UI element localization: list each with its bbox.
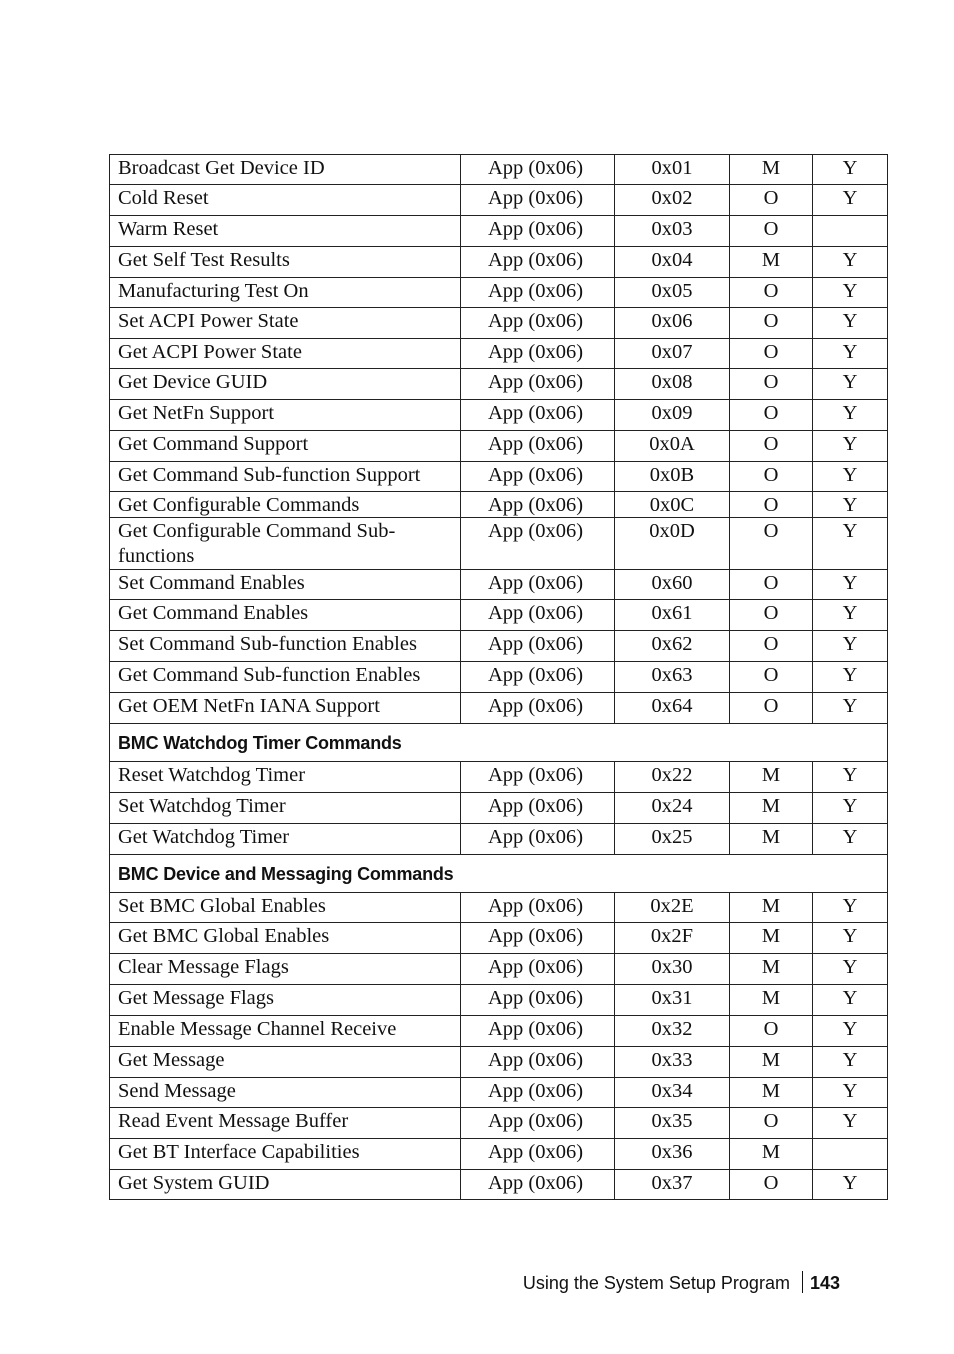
command-name-cell: Get Command Enables [110,600,461,631]
netfn-cell: App (0x06) [461,570,615,600]
netfn-cell: App (0x06) [461,1078,615,1108]
requirement-cell: O [730,431,813,462]
command-name-cell: Get Self Test Results [110,247,461,278]
netfn-cell: App (0x06) [461,793,615,824]
command-name-cell: Get Message Flags [110,985,461,1016]
requirement-cell: M [730,1078,813,1108]
section-header-row [110,724,888,762]
netfn-cell: App (0x06) [461,1170,615,1200]
support-cell [813,1139,888,1170]
command-code-cell: 0x36 [615,1139,730,1170]
requirement-cell: M [730,793,813,824]
command-name-cell: Get Device GUID [110,369,461,400]
requirement-cell: O [730,1108,813,1139]
command-code-cell: 0x35 [615,1108,730,1139]
requirement-cell: O [730,693,813,724]
requirement-cell: O [730,369,813,400]
table-row [110,923,888,954]
command-name-cell: Set Command Enables [110,570,461,600]
requirement-cell: O [730,216,813,247]
command-name-cell: Send Message [110,1078,461,1108]
support-cell: Y [813,824,888,855]
table-row [110,400,888,431]
command-name-cell: Set Command Sub-function Enables [110,631,461,662]
command-table-body [110,155,888,1200]
table-row [110,893,888,923]
command-name-cell: Reset Watchdog Timer [110,762,461,793]
command-name-cell: Set BMC Global Enables [110,893,461,923]
command-code-cell: 0x30 [615,954,730,985]
netfn-cell: App (0x06) [461,400,615,431]
table-row [110,185,888,216]
command-name-cell: Warm Reset [110,216,461,247]
command-name-cell: Get BT Interface Capabilities [110,1139,461,1170]
requirement-cell: O [730,1170,813,1200]
netfn-cell: App (0x06) [461,518,615,570]
footer-chapter-title: Using the System Setup Program [522,1273,790,1293]
support-cell: Y [813,1016,888,1047]
table-row [110,247,888,278]
requirement-cell: O [730,1016,813,1047]
requirement-cell: O [730,278,813,308]
support-cell: Y [813,369,888,400]
support-cell: Y [813,1047,888,1078]
command-code-cell: 0x24 [615,793,730,824]
command-code-cell: 0x0B [615,462,730,492]
requirement-cell: M [730,247,813,278]
support-cell: Y [813,308,888,339]
table-row [110,824,888,855]
command-name-cell: Clear Message Flags [110,954,461,985]
command-code-cell: 0x2E [615,893,730,923]
support-cell: Y [813,893,888,923]
support-cell [813,216,888,247]
command-name-cell: Get Command Sub-function Support [110,462,461,492]
table-row [110,662,888,693]
netfn-cell: App (0x06) [461,339,615,369]
command-code-cell: 0x02 [615,185,730,216]
support-cell: Y [813,518,888,570]
command-code-cell: 0x0D [615,518,730,570]
table-row [110,793,888,824]
requirement-cell: O [730,570,813,600]
netfn-cell: App (0x06) [461,431,615,462]
table-row [110,155,888,185]
support-cell: Y [813,570,888,600]
command-name-cell: Get OEM NetFn IANA Support [110,693,461,724]
table-row [110,308,888,339]
netfn-cell: App (0x06) [461,1139,615,1170]
requirement-cell: M [730,824,813,855]
support-cell: Y [813,1078,888,1108]
table-row [110,492,888,518]
command-code-cell: 0x60 [615,570,730,600]
command-code-cell: 0x06 [615,308,730,339]
netfn-cell: App (0x06) [461,462,615,492]
page-number: 143 [809,1273,840,1293]
table-row [110,1108,888,1139]
netfn-cell: App (0x06) [461,247,615,278]
requirement-cell: M [730,954,813,985]
command-code-cell: 0x32 [615,1016,730,1047]
requirement-cell: O [730,600,813,631]
support-cell: Y [813,954,888,985]
netfn-cell: App (0x06) [461,762,615,793]
netfn-cell: App (0x06) [461,923,615,954]
requirement-cell: M [730,923,813,954]
command-name-cell: Get Configurable Commands [110,492,461,518]
command-code-cell: 0x63 [615,662,730,693]
netfn-cell: App (0x06) [461,1016,615,1047]
command-code-cell: 0x0C [615,492,730,518]
command-code-cell: 0x64 [615,693,730,724]
section-header-row [110,855,888,893]
support-cell: Y [813,185,888,216]
netfn-cell: App (0x06) [461,985,615,1016]
command-code-cell: 0x2F [615,923,730,954]
netfn-cell: App (0x06) [461,662,615,693]
support-cell: Y [813,278,888,308]
requirement-cell: M [730,985,813,1016]
command-code-cell: 0x03 [615,216,730,247]
table-row [110,1016,888,1047]
requirement-cell: O [730,492,813,518]
table-row [110,1139,888,1170]
command-name-cell: Get Watchdog Timer [110,824,461,855]
requirement-cell: O [730,400,813,431]
netfn-cell: App (0x06) [461,369,615,400]
support-cell: Y [813,1108,888,1139]
netfn-cell: App (0x06) [461,1047,615,1078]
command-code-cell: 0x62 [615,631,730,662]
netfn-cell: App (0x06) [461,155,615,185]
requirement-cell: M [730,893,813,923]
command-code-cell: 0x61 [615,600,730,631]
support-cell: Y [813,662,888,693]
support-cell: Y [813,462,888,492]
support-cell: Y [813,155,888,185]
command-name-cell: Get BMC Global Enables [110,923,461,954]
support-cell: Y [813,600,888,631]
command-code-cell: 0x34 [615,1078,730,1108]
netfn-cell: App (0x06) [461,693,615,724]
command-name-cell: Cold Reset [110,185,461,216]
command-code-cell: 0x07 [615,339,730,369]
support-cell: Y [813,793,888,824]
command-name-cell: Read Event Message Buffer [110,1108,461,1139]
support-cell: Y [813,762,888,793]
netfn-cell: App (0x06) [461,824,615,855]
netfn-cell: App (0x06) [461,600,615,631]
table-row [110,431,888,462]
requirement-cell: O [730,339,813,369]
table-row [110,1047,888,1078]
table-row [110,216,888,247]
table-row [110,693,888,724]
command-name-cell: Get Message [110,1047,461,1078]
table-row [110,462,888,492]
command-code-cell: 0x22 [615,762,730,793]
command-name-cell: Get Configurable Command Sub-functions [110,518,461,570]
support-cell: Y [813,400,888,431]
support-cell: Y [813,1170,888,1200]
requirement-cell: O [730,631,813,662]
command-code-cell: 0x09 [615,400,730,431]
netfn-cell: App (0x06) [461,308,615,339]
command-table [109,154,888,1200]
command-code-cell: 0x01 [615,155,730,185]
command-name-cell: Manufacturing Test On [110,278,461,308]
table-row [110,278,888,308]
support-cell: Y [813,631,888,662]
table-row [110,631,888,662]
requirement-cell: O [730,662,813,693]
support-cell: Y [813,247,888,278]
table-row [110,1078,888,1108]
command-code-cell: 0x37 [615,1170,730,1200]
command-name-cell: Broadcast Get Device ID [110,155,461,185]
command-code-cell: 0x04 [615,247,730,278]
command-code-cell: 0x25 [615,824,730,855]
requirement-cell: O [730,308,813,339]
netfn-cell: App (0x06) [461,185,615,216]
support-cell: Y [813,492,888,518]
requirement-cell: O [730,518,813,570]
table-row [110,369,888,400]
requirement-cell: O [730,185,813,216]
section-title: BMC Watchdog Timer Commands [110,724,888,762]
requirement-cell: M [730,155,813,185]
netfn-cell: App (0x06) [461,278,615,308]
command-code-cell: 0x31 [615,985,730,1016]
table-row [110,762,888,793]
requirement-cell: M [730,762,813,793]
table-row [110,339,888,369]
command-name-cell: Set Watchdog Timer [110,793,461,824]
command-name-cell: Enable Message Channel Receive [110,1016,461,1047]
requirement-cell: M [730,1139,813,1170]
table-row [110,954,888,985]
command-code-cell: 0x0A [615,431,730,462]
command-name-cell: Get Command Support [110,431,461,462]
table-row [110,518,888,570]
command-name-cell: Get Command Sub-function Enables [110,662,461,693]
section-title: BMC Device and Messaging Commands [110,855,888,893]
command-name-cell: Set ACPI Power State [110,308,461,339]
support-cell: Y [813,985,888,1016]
support-cell: Y [813,431,888,462]
command-code-cell: 0x05 [615,278,730,308]
command-name-cell: Get NetFn Support [110,400,461,431]
page-footer [460,1271,840,1294]
netfn-cell: App (0x06) [461,492,615,518]
command-name-cell: Get System GUID [110,1170,461,1200]
table-row [110,1170,888,1200]
netfn-cell: App (0x06) [461,954,615,985]
command-code-cell: 0x33 [615,1047,730,1078]
table-row [110,985,888,1016]
netfn-cell: App (0x06) [461,1108,615,1139]
footer-separator [802,1271,803,1293]
netfn-cell: App (0x06) [461,631,615,662]
netfn-cell: App (0x06) [461,893,615,923]
support-cell: Y [813,339,888,369]
support-cell: Y [813,693,888,724]
command-code-cell: 0x08 [615,369,730,400]
netfn-cell: App (0x06) [461,216,615,247]
support-cell: Y [813,923,888,954]
table-row [110,600,888,631]
requirement-cell: M [730,1047,813,1078]
table-row [110,570,888,600]
requirement-cell: O [730,462,813,492]
command-name-cell: Get ACPI Power State [110,339,461,369]
